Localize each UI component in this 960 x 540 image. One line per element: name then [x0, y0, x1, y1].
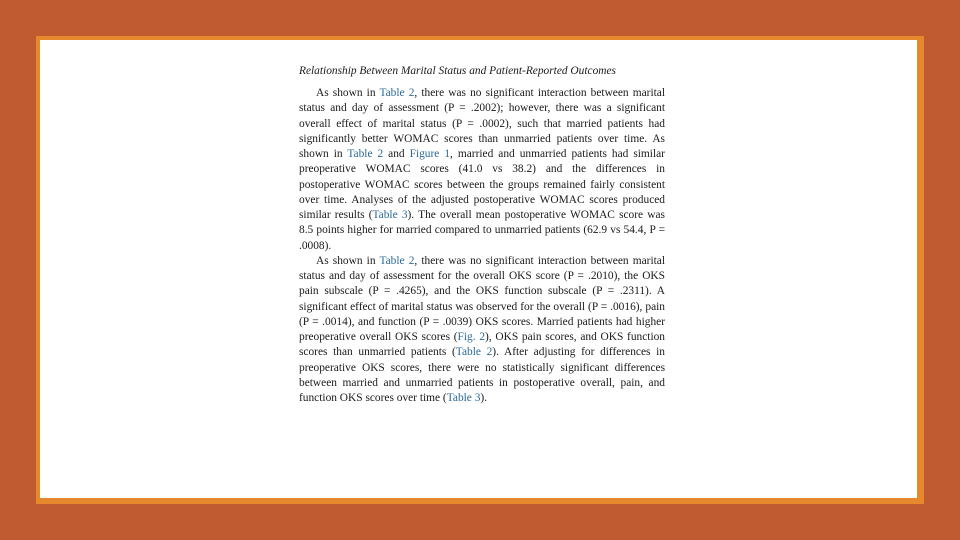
text-run: , there was no significant interaction between marital status and day of assessment for the overall OKS score (P = .2010), the OKS pain subscale (P = .4265), and the OKS function subscale (P = .2311). A significant effect of marital status was observed for the overall (P = .0016), pain (P = .0014), and function (P = .0039) OKS scores. Married patients had higher preoperative overall OKS scores (: [299, 254, 665, 343]
article-excerpt: [299, 64, 665, 406]
text-run: and: [383, 148, 410, 160]
paragraph-womac: [299, 86, 665, 254]
text-run: ). The overall mean postoperative WOMAC score was 8.5 points higher for married compared to unmarried patients (62.9 vs 54.4, P = .0008).: [299, 209, 665, 252]
table-3-reference[interactable]: Table 3: [372, 209, 408, 221]
slide-frame: [36, 36, 924, 504]
paragraph-oks: [299, 254, 665, 407]
text-run: As shown in: [316, 87, 380, 99]
table-2-reference[interactable]: Table 2: [379, 87, 415, 99]
table-2-reference[interactable]: Table 2: [455, 346, 493, 359]
table-2-reference[interactable]: Table 2: [379, 254, 415, 267]
figure-1-reference[interactable]: Figure 1: [409, 148, 451, 160]
table-2-reference[interactable]: Table 2: [347, 148, 384, 160]
section-heading: Relationship Between Marital Status and Patient-Reported Outcomes: [299, 65, 616, 77]
table-3-reference[interactable]: Table 3: [446, 392, 481, 404]
text-run: , married and unmarried patients had similar preoperative WOMAC scores (41.0 vs 38.2) and the differences in postoperative WOMAC scores between the groups remained fairly consistent over time. Analyses of the adjusted postoperative WOMAC scores produced similar results (: [299, 148, 665, 221]
figure-2-reference[interactable]: Fig. 2: [457, 331, 486, 343]
text-run: ).: [480, 392, 488, 404]
text-run: As shown in: [316, 254, 380, 267]
slide-page: [40, 40, 917, 498]
text-run: ), OKS pain scores, and OKS function scores than unmarried patients (: [299, 331, 665, 359]
text-run: , there was no significant interaction between marital status and day of assessment (P = .2002); however, there was a significant overall effect of marital status (P = .0002), such that married patients had significantly better WOMAC scores than unmarried patients over time. As shown in: [299, 87, 665, 160]
text-run: ). After adjusting for differences in preoperative OKS scores, there were no statistically significant differences between married and unmarried patients in postoperative overall, pain, and function OKS scores over time (: [299, 346, 665, 404]
